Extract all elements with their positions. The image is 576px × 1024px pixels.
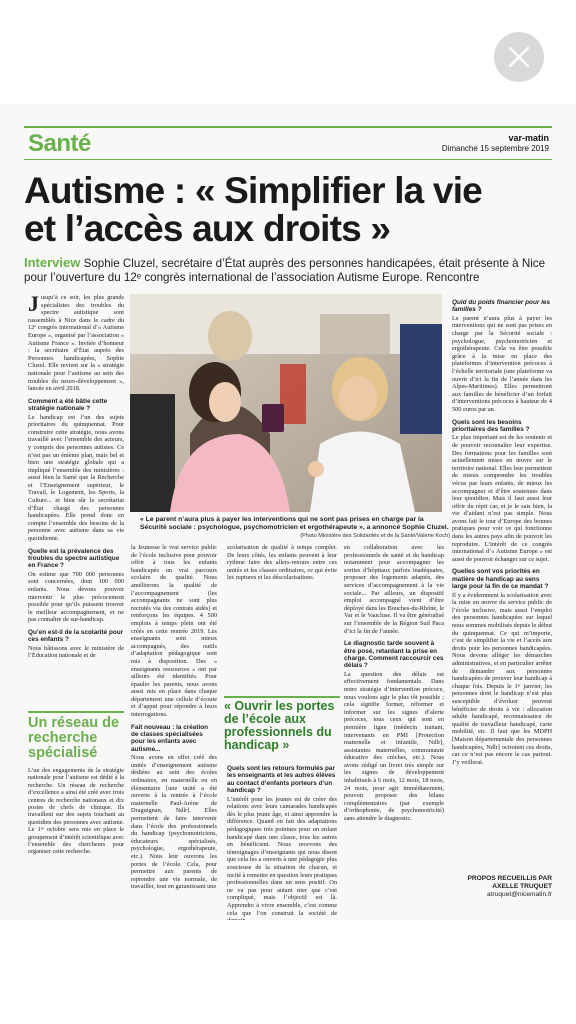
newspaper-page[interactable] (0, 104, 576, 920)
standfirst-text: Sophie Cluzel, secrétaire d’État auprès des personnes handicapées, était présente à Nice pour l’ouverture du 12ᵉ congrès international de l’association Autisme Europe. Rencontre (24, 257, 546, 284)
signature-label: PROPOS RECUEILLIS PAR (467, 875, 552, 882)
column-3-top (227, 544, 337, 694)
photo-illustration (130, 294, 442, 512)
answer-3: Nous bâtissons avec le ministère de l’Éducation nationale et de (28, 644, 124, 660)
answer-4-continued: scolarisation de qualité à temps complet. De leurs côtés, les enfants peuvent à leur rythme faire des allers-retours entre ces unités et les classes ordinaires, ce qui évite les ruptures et les déscolarisations. (227, 544, 337, 582)
article-signature (458, 875, 552, 899)
question-2: Quelle est la prévalence des troubles du spectre autistique en France ? (28, 547, 120, 570)
question-5: Quels sont les retours formulés par les enseignants et les autres élèves au contact d’enfants porteurs d’un handicap ? (227, 765, 336, 795)
interview-tag: Interview (24, 255, 81, 270)
answer-5: L’intérêt pour les jeunes est de créer des relations avec leurs camarades handicapés dès le plus jeune âge, et ainsi apprendre la différence. Quand on fait des adaptations pédagogiques très pointues pour un enfant handicapé dans une classe, tous les autres en bénéficient. Nous recevons des témoignages d’enseignants qui nous disent que cela les a ouverts à une pédagogie plus soucieuse de la situation de chacun, et incité à remettre en question leurs pratiques professionnelles dans un sens positif. On ne va pas pour autant nier que c’est compliqué, mais l’objectif est là. Apprendre à vivre ensemble, c’est comme cela que l’on construit la société de (227, 795, 337, 917)
viewer-top-bar (0, 0, 576, 104)
viewer-bottom-bar (0, 920, 576, 1024)
subhead-specialized-classes: Fait nouveau : la création de classes spécialisées pour les enfants avec autisme... (131, 723, 209, 753)
sidebar-title: Un réseau de recherche spécialisé (28, 715, 120, 761)
sidebar-rule (28, 711, 124, 713)
column-1 (28, 291, 124, 704)
answer-8: Le parent n’aura plus à payer les interventions qui ne sont pas prises en charge par la Sécurité sociale : psychologue, psychomotricien et ergothérapeute. Cela va être possible grâce à la mise en place des plateformes d’intervention précoces à l’échelle territoriale (une plateforme va ouvrir d’ici la fin de l’année dans les Alpes-Maritimes). Elles permettront aux familles de bénéficier d’un forfait d’interventions précoces à hauteur de 4 500 euros par an. (452, 314, 552, 413)
answer-6-continued: en collaboration avec les professionnels de santé et du handicap notamment pour accompagner les sorties d’hôpitaux parfois inadéquates, proposer des logements adaptés, des services d’accompagnement à la vie sociale... Par ailleurs, un dispositif emploi accompagné vient d’être déployé dans les Bouches-du-Rhône, le Var et le Vaucluse. Il va être généralisé sur l’ensemble de la Région Sud Paca d’ici la fin de l’année. (344, 544, 444, 635)
headline-line-2: et l’accès aux droits » (24, 208, 391, 249)
close-icon (507, 45, 531, 69)
rubric-bottom-rule (24, 159, 552, 160)
issue-date: Dimanche 15 septembre 2019 (441, 144, 549, 153)
close-button[interactable] (494, 32, 544, 82)
article-photo (130, 294, 442, 512)
rubric-top-rule (24, 126, 552, 128)
photo-credit: (Photo Ministère des Solidarités et de la Santé/Valerie Koch) (300, 533, 450, 539)
question-10: Quelles sont vos priorités en matière de handicap au sens large pour la fin de ce mandat ? (452, 568, 549, 591)
article-headline (24, 172, 554, 248)
column-5 (452, 294, 552, 872)
question-1: Comment a été bâtie cette stratégie nationale ? (28, 397, 108, 413)
pull-quote: « Ouvrir les portes de l’école aux professionnels du handicap » (224, 696, 340, 752)
answer-1: Le handicap est l’un des sujets prioritaires du quinquennat. Pour construire cette stratégie, nous avons travaillé avec l’ensemble des acteurs, y compris des personnes autistes. Ce n’est pas un énième plan, mais bel et bien une stratégie globale qui a impliqué l’ensemble des ministères : aussi bien la Santé que la Recherche et l’Enseignement supérieur, le Travail, le Logement, les Sports, la Culture... et bien sûr le secrétariat d’État chargé des personnes handicapées. Elle prend donc en compte l’ensemble des besoins de la personne avec autisme dans sa vie quotidienne. (28, 413, 124, 543)
answer-2: On estime que 700 000 personnes sont concernées, dont 100 000 enfants. Nous devons pouvoir intervenir le plus précocement possible pour qu’ils puissent trouver le meilleur accompagnement, et ne pas connaître de sur-handicap. (28, 570, 124, 624)
question-9: Quels sont les besoins prioritaires des familles ? (452, 418, 530, 433)
answer-9: Le plus important est de les soutenir et de pouvoir reconnaître leur expertise. Des formations pour les familles sont actuellement mises en œuvre sur le territoire national. Elles leur permettent de mieux comprendre les troubles vécus par leurs enfants, de mieux les accompagner et d’être soutenues dans leur quotidien. Mais il faut aussi leur offrir du répit car, et je le sais bien, la vie d’aidant n’est pas simple. Nous avons fait le tour d’Europe des bonnes pratiques pour voir ce qui fonctionne dans les autres pays afin de pouvoir les reproduire. L’intérêt de ce congrès international d’« Autisme Europe » est aussi de pouvoir échanger sur ce sujet. (452, 434, 552, 563)
section-rubric: Santé (28, 130, 91, 157)
signature-email: atruquet@nicematin.fr (487, 891, 552, 898)
drop-cap: J (28, 291, 39, 316)
signature-author: AXELLE TRUQUET (492, 883, 552, 890)
question-3: Qu’en est-il de la scolarité pour ces enfants ? (28, 629, 124, 644)
photo-caption: « Le parent n’aura plus à payer les interventions qui ne sont pas prises en charge par la Sécurité sociale : psychologue, psychomotricien et ergothérapeute », a annoncé Sophie Cluzel. (140, 516, 449, 531)
column-2 (131, 544, 217, 894)
research-sidebar (28, 711, 124, 891)
newspaper-name: var-matin (508, 133, 549, 143)
headline-line-1: Autisme : « Simplifier la vie (24, 170, 482, 211)
answer-4: Nous avons en effet créé des unités d’enseignement autisme dédiées au sein des écoles ordinaires, en maternelle ou en élémentaire [une unité a été ouverte à la rentrée à l’école maternelle Paul-Arène de Draguignan, Ndlr]. Elles permettent de faire intervenir dans l’école des professionnels du handicap (psychomotriciens, éducateurs spécialisés, psychologue, ergothérapeute, etc.). Nous leur ouvrons les portes de l’école. Cela, pour permettre aux parents de reprendre une vie normale, de travailler, tout en garantissant une (131, 754, 217, 891)
column-3-bottom (227, 760, 337, 917)
intro-paragraph: Jusqu’à ce soir, les plus grands spécialistes des troubles du spectre autistique sont rassemblés à Nice dans le cadre du 12ᵉ congrès international d’« Autisme Europe », organisé par l’association « Autisme France ». Invitée d’honneur : la secrétaire d’État auprès des Personnes handicapées, Sophie Cluzel. Elle revient sur la « stratégie nationale pour l’autisme au sein des troubles du neuro-développement », lancée en avril 2018. (28, 291, 124, 393)
question-7: Le diagnostic tarde souvent à être posé, retardant la prise en charge. Comment raccourcir ces délais ? (344, 640, 444, 670)
sidebar-body: L’un des engagements de la stratégie nationale pour l’autisme est dédié à la recherche. Un réseau de recherche d’excellence a ainsi été créé avec trois centres de recherche nationaux et dix postes de chefs de clinique. Ils travaillent sur des sujets touchant au quotidien des personnes avec autisme. Le 1ᵉʳ octobre sera mis en place le groupement d’intérêt scientifique avec l’ensemble des chercheurs pour organiser cette recherche. (28, 767, 124, 856)
answer-7: La question des délais est effectivement fondamentale. Dans notre stratégie d’intervention précoce, nous voulons agir le plus tôt possible ; cela signifie former, réformer et informer sur les signes d’alerte précoces, tous ceux qui sont en première ligne (médecin traitant, intervenants en PMI [Protection maternelle et infantile, Ndlr], assistantes maternelles, communauté éducative des crèches, etc.). Nous avons rédigé un livret très simple sur les signes de développement inhabituels à 6 mois, 12 mois, 18 mois, 24 mois, pour agir immédiatement, pouvoir proposer des bilans complémentaires (par exemple d’orthophonie, de psychomotricité) sans attendre le diagnostic. (344, 670, 444, 823)
column-4 (344, 544, 444, 894)
article-standfirst (24, 256, 554, 285)
answer-3-continued: la Jeunesse le vrai service public de l’école inclusive pour pouvoir offrir à tous les enfants handicapés un vrai parcours scolaire de qualité. Nous améliorons la qualité de l’accompagnement (les accompagnants ne sont plus recrutés via des contrats aidés) et renforçons les équipes. 4 500 emplois à temps plein ont été créés en cette rentrée 2019. Les enseignants sont mieux accompagnés, des outils d’adaptation pédagogique sont mis à disposition. Des « enseignants ressources » ont par ailleurs été identifiés. Pour épauler les parents, nous avons aussi mis en place dans chaque département une cellule d’écoute et d’appui pour répondre à leurs interrogations. (131, 544, 217, 719)
answer-10: Il y a évidemment la scolarisation avec la mise en œuvre du service public de l’école inclusive, mais aussi l’emploi des personnes handicapées sur lequel nous sommes mobilisés depuis le début du quinquennat. Ce qui m’importe, c’est de simplifier la vie et l’accès aux droits pour les personnes handicapées. Nous devons alléger les démarches administratives, et en particulier arrêter de demander aux personnes handicapées de prouver leur handicap à chaque fois. Depuis le 1ᵉʳ janvier, les personnes dont le handicap n’est plus susceptible d’évoluer peuvent bénéficier de droits à vie : allocation adulte handicapé, reconnaissance de qualité de travailleur handicapé, carte mobilité, etc. Il faut que les MDPH [Maison départementale des personnes handicapées, Ndlr] octroient ces droits, car ce n’est pas encore le cas partout. J’y veillerai. (452, 591, 552, 766)
question-8: Quid du poids financier pour les familles ? (452, 299, 550, 314)
